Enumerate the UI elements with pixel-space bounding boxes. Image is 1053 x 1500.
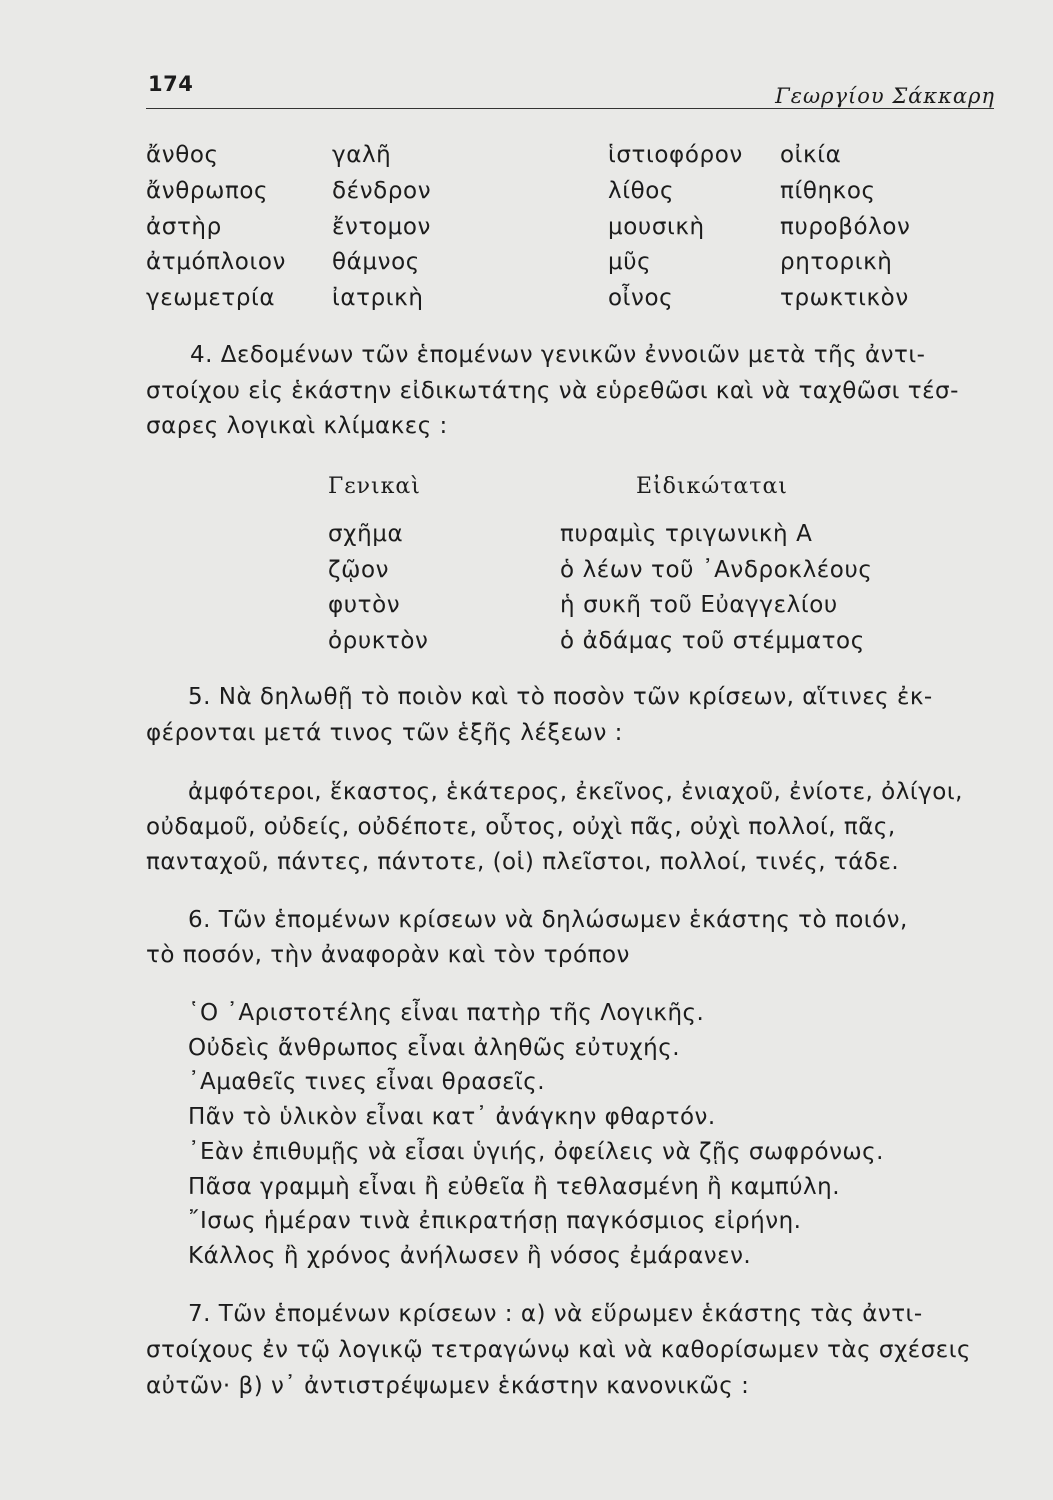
table-cell-general: ζῷον: [328, 557, 390, 583]
paragraph-line: σαρες λογικαὶ κλίμακες :: [146, 413, 448, 439]
list-item: οἰκία: [780, 142, 842, 168]
list-item: ἱστιοφόρον: [608, 142, 743, 168]
list-item: ἰατρικὴ: [332, 285, 424, 311]
word-line: πανταχοῦ, πάντες, πάντοτε, (οἱ) πλεῖστοι, πολλοί, τινές, τάδε.: [146, 849, 900, 875]
table-cell-specific: πυραμὶς τριγωνικὴ Α: [560, 521, 813, 547]
list-item: θάμνος: [332, 249, 420, 275]
header-rule: [146, 108, 994, 109]
list-item: ἀστὴρ: [146, 214, 222, 240]
list-item: ἔντομον: [332, 214, 431, 240]
paragraph-line: 7. Τῶν ἑπομένων κρίσεων : α) νὰ εὕρωμεν ἑκάστης τὰς ἀντι-: [188, 1301, 923, 1327]
word-line: οὐδαμοῦ, οὐδείς, οὐδέποτε, οὗτος, οὐχὶ πᾶς, οὐχὶ πολλοί, πᾶς,: [146, 814, 896, 840]
paragraph-line: στοίχου εἰς ἑκάστην εἰδικωτάτης νὰ εὑρεθῶσι καὶ νὰ ταχθῶσι τέσ-: [146, 378, 959, 404]
paragraph-line: 6. Τῶν ἑπομένων κρίσεων νὰ δηλώσωμεν ἑκάστης τὸ ποιόν,: [188, 907, 908, 933]
paragraph-line: φέρονται μετά τινος τῶν ἑξῆς λέξεων :: [146, 720, 623, 746]
example-sentence: ῎Ισως ἡμέραν τινὰ ἐπικρατήσῃ παγκόσμιος εἰρήνη.: [188, 1208, 802, 1234]
list-item: γεωμετρία: [146, 285, 276, 311]
paragraph-line: 5. Νὰ δηλωθῇ τὸ ποιὸν καὶ τὸ ποσὸν τῶν κρίσεων, αἵτινες ἐκ-: [188, 684, 933, 710]
table-cell-general: ὀρυκτὸν: [328, 628, 429, 654]
table-header-general: Γενικαὶ: [328, 474, 421, 499]
paragraph-line: αὐτῶν· β) ν᾿ ἀντιστρέψωμεν ἑκάστην κανονικῶς :: [146, 1373, 750, 1399]
list-item: λίθος: [608, 178, 675, 204]
table-cell-specific: ὁ ἀδάμας τοῦ στέμματος: [560, 628, 865, 654]
list-item: ἄνθος: [146, 142, 219, 168]
paragraph-line: στοίχους ἐν τῷ λογικῷ τετραγώνῳ καὶ νὰ καθορίσωμεν τὰς σχέσεις: [146, 1337, 971, 1363]
list-item: ἄνθρωπος: [146, 178, 269, 204]
list-item: μουσικὴ: [608, 214, 705, 240]
example-sentence: Οὐδεὶς ἄνθρωπος εἶναι ἀληθῶς εὐτυχής.: [188, 1035, 681, 1061]
list-item: ἀτμόπλοιον: [146, 249, 286, 275]
example-sentence: ᾿Εὰν ἐπιθυμῇς νὰ εἶσαι ὑγιής, ὀφείλεις νὰ ζῇς σωφρόνως.: [188, 1139, 884, 1165]
table-cell-general: φυτὸν: [328, 592, 401, 618]
example-sentence: ᾿Αμαθεῖς τινες εἶναι θρασεῖς.: [188, 1069, 546, 1095]
list-item: γαλῆ: [332, 142, 392, 168]
list-item: οἶνος: [608, 285, 674, 311]
table-cell-specific: ὁ λέων τοῦ ᾿Ανδροκλέους: [560, 557, 873, 583]
list-item: τρωκτικὸν: [780, 285, 909, 311]
paragraph-line: τὸ ποσόν, τὴν ἀναφορὰν καὶ τὸν τρόπον: [146, 942, 630, 968]
list-item: μῦς: [608, 249, 652, 275]
list-item: ρητορικὴ: [780, 249, 893, 275]
running-title: Γεωργίου Σάκκαρη: [775, 84, 995, 108]
list-item: πίθηκος: [780, 178, 876, 204]
example-sentence: Πᾶν τὸ ὑλικὸν εἶναι κατ᾿ ἀνάγκην φθαρτόν.: [188, 1104, 716, 1130]
table-cell-specific: ἡ συκῆ τοῦ Εὐαγγελίου: [560, 592, 838, 618]
word-line: ἀμφότεροι, ἕκαστος, ἑκάτερος, ἐκεῖνος, ἐνιαχοῦ, ἐνίοτε, ὀλίγοι,: [188, 779, 963, 805]
table-cell-general: σχῆμα: [328, 521, 404, 547]
paragraph-line: 4. Δεδομένων τῶν ἑπομένων γενικῶν ἐννοιῶν μετὰ τῆς ἀντι-: [190, 342, 926, 368]
example-sentence: ῾Ο ᾿Αριστοτέλης εἶναι πατὴρ τῆς Λογικῆς.: [188, 1000, 705, 1026]
list-item: δένδρον: [332, 178, 432, 204]
table-header-specific: Εἰδικώταται: [636, 474, 788, 499]
example-sentence: Πᾶσα γραμμὴ εἶναι ἢ εὐθεῖα ἢ τεθλασμένη ἢ καμπύλη.: [188, 1174, 841, 1200]
page-number: 174: [148, 72, 194, 96]
example-sentence: Κάλλος ἢ χρόνος ἀνήλωσεν ἢ νόσος ἐμάρανεν.: [188, 1243, 752, 1269]
list-item: πυροβόλον: [780, 214, 911, 240]
